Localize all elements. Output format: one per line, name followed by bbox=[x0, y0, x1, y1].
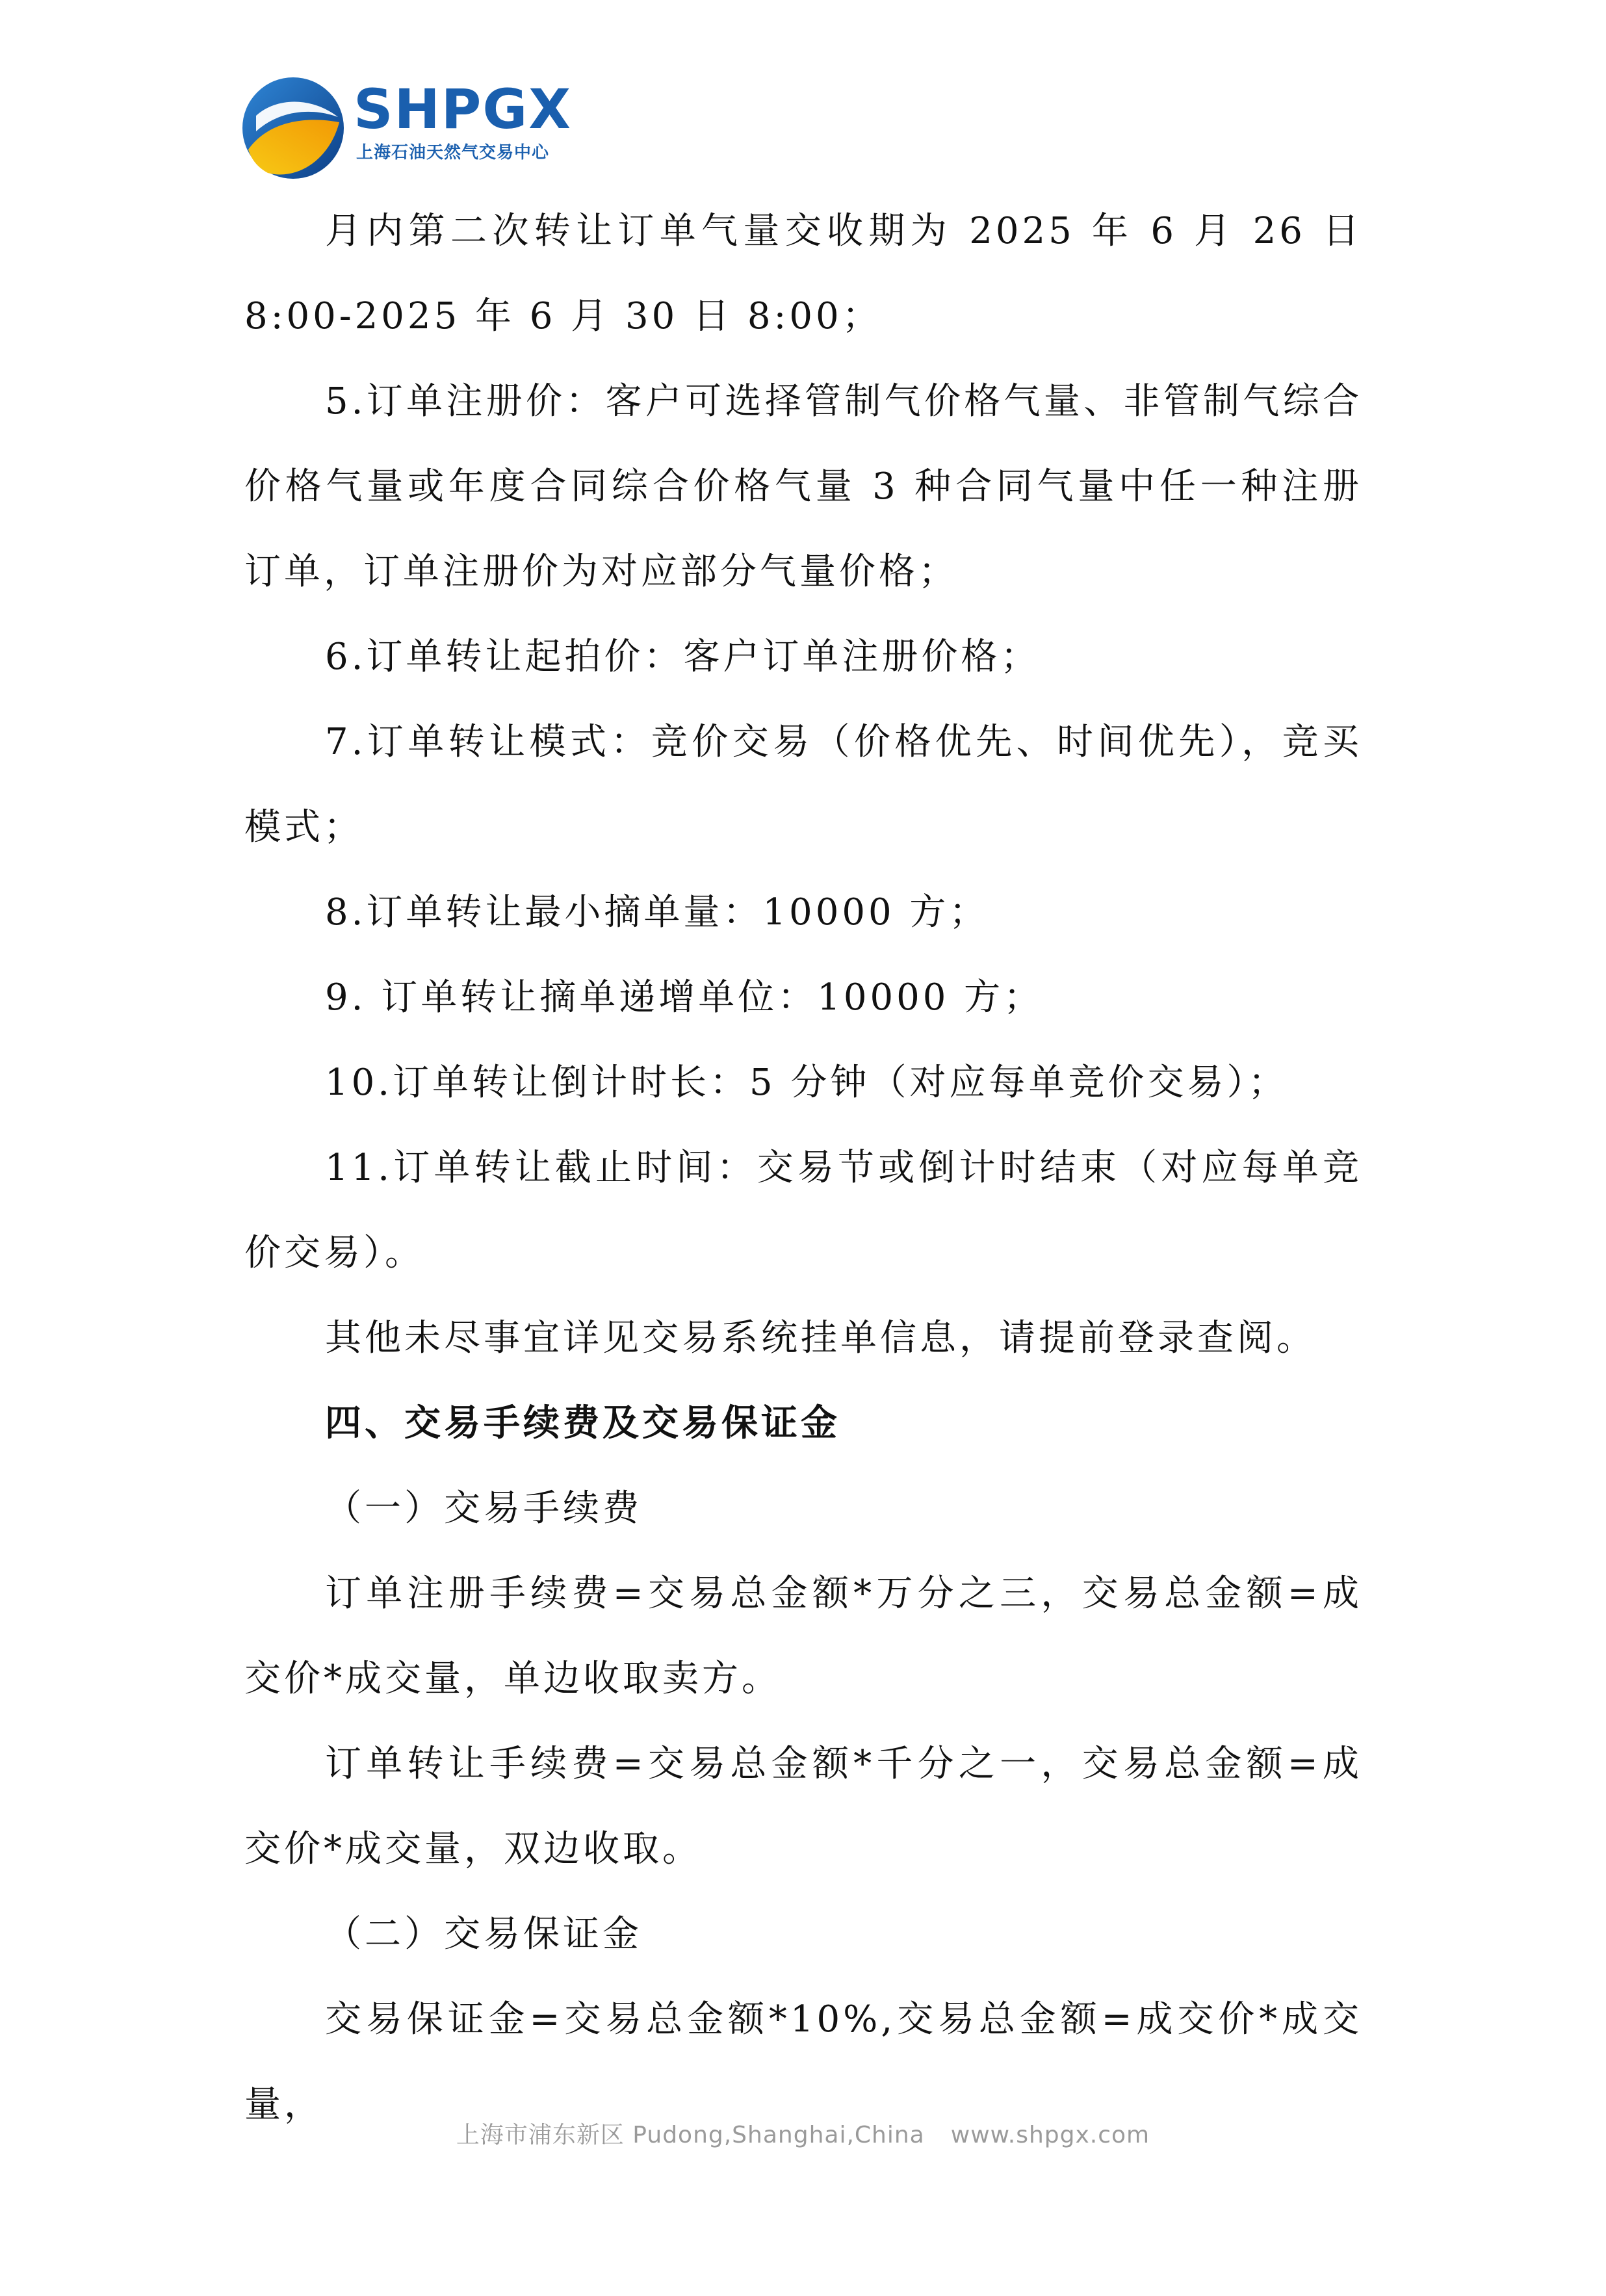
page-footer bbox=[0, 2117, 1606, 2150]
footer-address: 上海市浦东新区 Pudong,Shanghai,China bbox=[456, 2122, 925, 2148]
paragraph: 6.订单转让起拍价：客户订单注册价格； bbox=[325, 636, 1041, 678]
logo-wordmark: SHPGX bbox=[354, 77, 573, 141]
logo-subtitle: 上海石油天然气交易中心 bbox=[356, 143, 550, 163]
paragraph: 7.订单转让模式：竞价交易（价格优先、时间优先），竞买模式； bbox=[244, 721, 1362, 848]
paragraph: 9. 订单转让摘单递增单位：10000 方； bbox=[325, 976, 1044, 1019]
paragraph: 10.订单转让倒计时长：5 分钟（对应每单竞价交易）； bbox=[325, 1062, 1288, 1104]
document-body bbox=[244, 189, 1362, 2147]
paragraph: 交易保证金=交易总金额*10%,交易总金额=成交价*成交量， bbox=[244, 1998, 1362, 2126]
footer-website: www.shpgx.com bbox=[950, 2122, 1150, 2148]
subsection-heading: （一）交易手续费 bbox=[325, 1487, 642, 1530]
shpgx-logo-icon bbox=[242, 77, 344, 179]
paragraph: 11.订单转让截止时间：交易节或倒计时结束（对应每单竞价交易）。 bbox=[244, 1147, 1362, 1274]
section-heading: 四、交易手续费及交易保证金 bbox=[325, 1402, 840, 1444]
paragraph: 其他未尽事宜详见交易系统挂单信息，请提前登录查阅。 bbox=[325, 1317, 1316, 1359]
paragraph: 订单转让手续费=交易总金额*千分之一，交易总金额=成交价*成交量，双边收取。 bbox=[244, 1743, 1362, 1870]
paragraph: 5.订单注册价：客户可选择管制气价格气量、非管制气综合价格气量或年度合同综合价格气量 3 种合同气量中任一种注册订单，订单注册价为对应部分气量价格； bbox=[244, 380, 1362, 593]
subsection-heading: （二）交易保证金 bbox=[325, 1913, 642, 1955]
letterhead bbox=[242, 77, 632, 181]
paragraph: 8.订单转让最小摘单量：10000 方； bbox=[325, 891, 989, 933]
paragraph: 订单注册手续费=交易总金额*万分之三，交易总金额=成交价*成交量，单边收取卖方。 bbox=[244, 1572, 1362, 1700]
paragraph: 月内第二次转让订单气量交收期为 2025 年 6 月 26 日 8:00-2025 年 6 月 30 日 8:00； bbox=[244, 210, 1362, 337]
